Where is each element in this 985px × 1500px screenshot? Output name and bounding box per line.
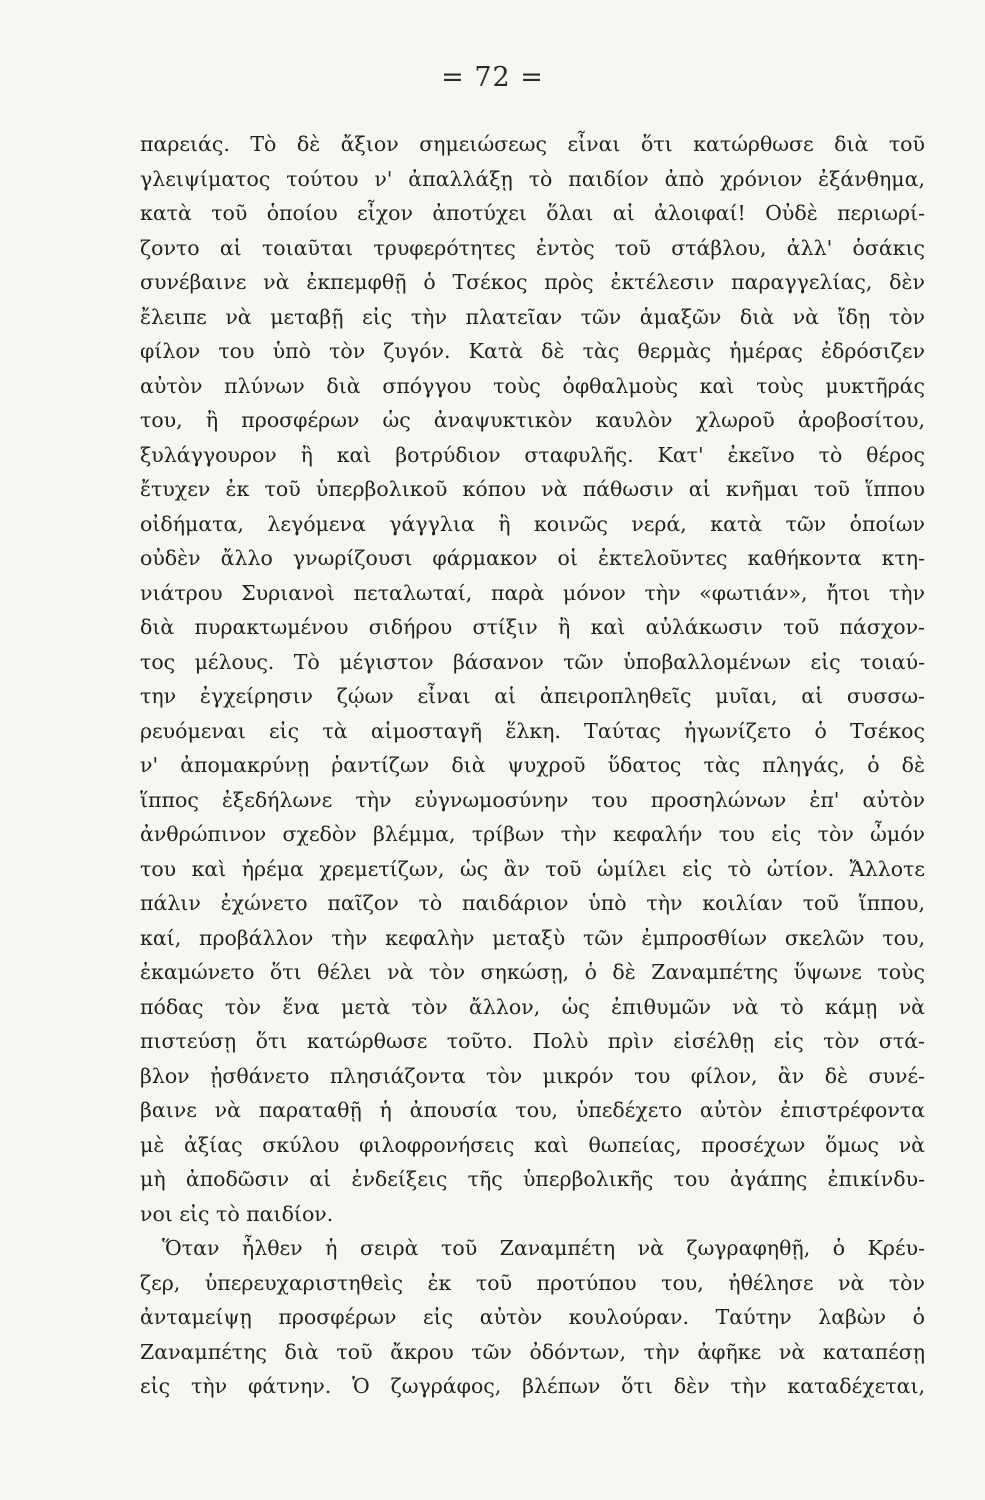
text-line: ἀνταμείψῃ προσφέρων εἰς αὐτὸν κουλούραν. Ταύτην λαβὼν ὁ [140, 1305, 925, 1329]
text-line: παρειάς. Τὸ δὲ ἄξιον σημειώσεως εἶναι ὅτι κατώρθωσε διὰ τοῦ [140, 132, 925, 156]
text-line: Ζαναμπέτης διὰ τοῦ ἄκρου τῶν ὀδόντων, τὴν ἀφῆκε νὰ καταπέσῃ [140, 1339, 925, 1364]
text-line: συνέβαινε νὰ ἐκπεμφθῇ ὁ Τσέκος πρὸς ἐκτέλεσιν παραγγελίας, δὲν [140, 270, 925, 294]
text-line: γλειψίματος τούτου ν' ἀπαλλάξῃ τὸ παιδίον ἀπὸ χρόνιον ἐξάνθημα, [140, 166, 925, 191]
text-line: πιστεύσῃ ὅτι κατώρθωσε τοῦτο. Πολὺ πρὶν εἰσέλθῃ εἰς τὸν στά- [140, 1029, 925, 1053]
text-line: διὰ πυρακτωμένου σιδήρου στίξιν ἢ καὶ αὐλάκωσιν τοῦ πάσχον- [140, 615, 925, 639]
text-line: φίλον του ὑπὸ τὸν ζυγόν. Κατὰ δὲ τὰς θερμὰς ἡμέρας ἐδρόσιζεν [140, 339, 925, 363]
text-line: ξυλάγγουρον ἢ καὶ βοτρύδιον σταφυλῆς. Κατ' ἐκεῖνο τὸ θέρος [140, 442, 925, 467]
paragraph-start-line: Ὅταν ἦλθεν ἡ σειρὰ τοῦ Ζαναμπέτη νὰ ζωγραφηθῇ, ὁ Κρέυ- [162, 1236, 925, 1260]
text-line: οἰδήματα, λεγόμενα γάγγλια ἢ κοινῶς νερά, κατὰ τῶν ὁποίων [140, 511, 925, 536]
text-line: κατὰ τοῦ ὁποίου εἶχον ἀποτύχει ὅλαι αἱ ἀλοιφαί! Οὐδὲ περιωρί- [140, 201, 925, 225]
text-line: νιάτρου Συριανοὶ πεταλωταί, παρὰ μόνον τὴν «φωτιάν», ἤτοι τὴν [140, 580, 925, 605]
text-line: τος μέλους. Τὸ μέγιστον βάσανον τῶν ὑποβαλλομένων εἰς τοιαύ- [140, 649, 925, 674]
text-line: ζοντο αἱ τοιαῦται τρυφερότητες ἐντὸς τοῦ στάβλου, ἀλλ' ὁσάκις [140, 235, 925, 260]
text-line: καί, προβάλλον τὴν κεφαλὴν μεταξὺ τῶν ἐμπροσθίων σκελῶν του, [140, 925, 925, 950]
text-line: μὲ ἀξίας σκύλου φιλοφρονήσεις καὶ θωπείας, προσέχων ὅμως νὰ [140, 1132, 925, 1157]
text-line: ἀνθρώπινον σχεδὸν βλέμμα, τρίβων τὴν κεφαλήν του εἰς τὸν ὦμόν [140, 822, 925, 846]
text-line: βλον ᾐσθάνετο πλησιάζοντα τὸν μικρόν του φίλον, ἂν δὲ συνέ- [140, 1063, 925, 1088]
text-line: του καὶ ἠρέμα χρεμετίζων, ὡς ἂν τοῦ ὡμίλει εἰς τὸ ὠτίον. Ἄλλοτε [140, 856, 925, 881]
text-line: ν' ἀπομακρύνῃ ῥαντίζων διὰ ψυχροῦ ὕδατος τὰς πληγάς, ὁ δὲ [140, 753, 925, 777]
text-line: πάλιν ἐχώνετο παῖζον τὸ παιδάριον ὑπὸ τὴν κοιλίαν τοῦ ἵππου, [140, 891, 925, 915]
text-line: ἔλειπε νὰ μεταβῇ εἰς τὴν πλατεῖαν τῶν ἁμαξῶν διὰ νὰ ἴδῃ τὸν [140, 304, 925, 329]
text-line: ζερ, ὑπερευχαριστηθεὶς ἐκ τοῦ προτύπου του, ἠθέλησε νὰ τὸν [140, 1270, 925, 1295]
text-line: ἐκαμώνετο ὅτι θέλει νὰ τὸν σηκώσῃ, ὁ δὲ Ζαναμπέτης ὕψωνε τοὺς [140, 960, 925, 984]
text-line: εἰς τὴν φάτνην. Ὁ ζωγράφος, βλέπων ὅτι δὲν τὴν καταδέχεται, [140, 1374, 925, 1398]
text-line: οὐδὲν ἄλλο γνωρίζουσι φάρμακον οἱ ἐκτελοῦντες καθήκοντα κτη- [140, 546, 925, 570]
text-line: βαινε νὰ παραταθῇ ἡ ἀπουσία του, ὑπεδέχετο αὐτὸν ἐπιστρέφοντα [140, 1098, 925, 1122]
text-line: αὐτὸν πλύνων διὰ σπόγγου τοὺς ὀφθαλμοὺς καὶ τοὺς μυκτῆράς [140, 373, 925, 398]
text-line: ἔτυχεν ἐκ τοῦ ὑπερβολικοῦ κόπου νὰ πάθωσιν αἱ κνῆμαι τοῦ ἵππου [140, 477, 925, 501]
text-line: πόδας τὸν ἕνα μετὰ τὸν ἄλλον, ὡς ἐπιθυμῶν νὰ τὸ κάμῃ νὰ [140, 994, 925, 1019]
text-line: μὴ ἀποδῶσιν αἱ ἐνδείξεις τῆς ὑπερβολικῆς του ἀγάπης ἐπικίνδυ- [140, 1167, 925, 1191]
page-number: = 72 = [441, 62, 544, 93]
text-line: ρευόμεναι εἰς τὰ αἱμοσταγῆ ἕλκη. Ταύτας ἠγωνίζετο ὁ Τσέκος [140, 718, 925, 743]
text-line: την ἐγχείρησιν ζῴων εἶναι αἱ ἀπειροπληθεῖς μυῖαι, αἱ συσσω- [140, 684, 925, 708]
paragraph-end-line: νοι εἰς τὸ παιδίον. [140, 1201, 334, 1226]
text-line: του, ἢ προσφέρων ὡς ἀναψυκτικὸν καυλὸν χλωροῦ ἀροβοσίτου, [140, 408, 925, 432]
body-text [140, 127, 925, 1404]
text-line: ἵππος ἐξεδήλωνε τὴν εὐγνωμοσύνην του προσηλώνων ἐπ' αὐτὸν [140, 787, 925, 812]
